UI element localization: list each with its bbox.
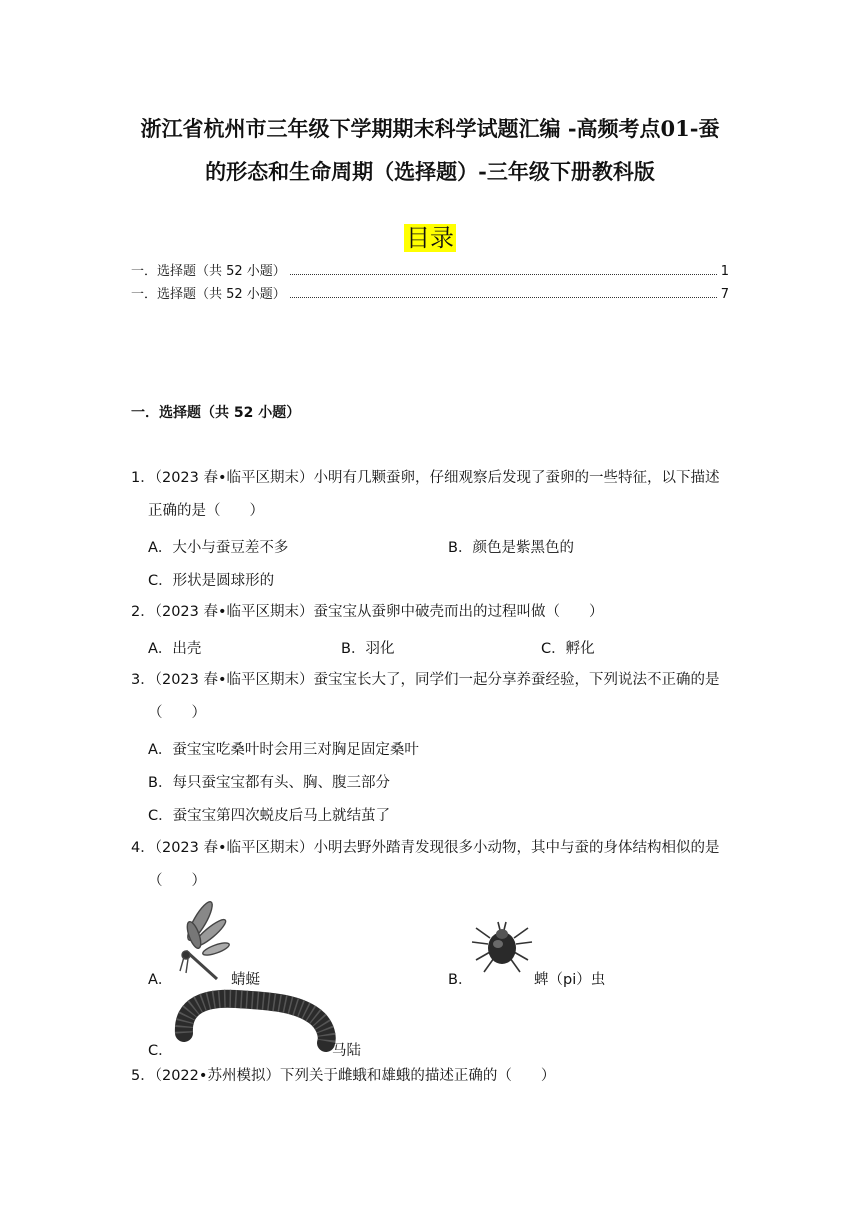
question-1: 1．（2023 春•临平区期末）小明有几颗蚕卵，仔细观察后发现了蚕卵的一些特征，以下描述 (131, 470, 720, 486)
question-4-line2: （ ） (148, 873, 206, 889)
doc-title-line1: 浙江省杭州市三年级下学期期末科学试题汇编 -高频考点01-蚕 (140, 116, 720, 141)
question-3: 3．（2023 春•临平区期末）蚕宝宝长大了，同学们一起分享养蚕经验，下列说法不正确的是 (131, 672, 720, 688)
millipede-icon (176, 985, 336, 1055)
option-2a[interactable]: A．出壳 (148, 641, 202, 657)
question-1-line2: 正确的是（ ） (148, 503, 264, 519)
question-4: 4．（2023 春•临平区期末）小明去野外踏青发现很多小动物，其中与蚕的身体结构相似的是 (131, 840, 720, 856)
question-5: 5．（2022•苏州模拟）下列关于雌蛾和雄蛾的描述正确的（ ） (131, 1068, 556, 1084)
option-3a[interactable]: A．蚕宝宝吃桑叶时会用三对胸足固定桑叶 (148, 742, 419, 758)
option-4a-letter[interactable]: A． (148, 972, 173, 988)
option-4c-letter[interactable]: C． (148, 1043, 173, 1059)
dragonfly-icon (172, 903, 232, 983)
option-4b-label: 蜱（pi）虫 (534, 972, 606, 988)
toc-entry[interactable] (131, 260, 729, 279)
option-1b[interactable]: B．颜色是紫黑色的 (448, 540, 574, 556)
option-3c[interactable]: C．蚕宝宝第四次蜕皮后马上就结茧了 (148, 808, 391, 824)
question-2: 2．（2023 春•临平区期末）蚕宝宝从蚕卵中破壳而出的过程叫做（ ） (131, 604, 604, 620)
option-1c[interactable]: C．形状是圆球形的 (148, 573, 275, 589)
toc-heading: 目录 (406, 224, 454, 252)
option-2b[interactable]: B．羽化 (341, 641, 395, 657)
option-4a-label: 蜻蜓 (231, 972, 260, 988)
option-4b-letter[interactable]: B． (448, 972, 473, 988)
doc-title-line2: 的形态和生命周期（选择题）-三年级下册教科版 (205, 159, 655, 184)
section-heading: 一．选择题（共 52 小题） (131, 405, 301, 421)
toc-entry-label: 一．选择题（共 52 小题） (131, 264, 286, 279)
toc-entry-label: 一．选择题（共 52 小题） (131, 287, 286, 302)
option-3b[interactable]: B．每只蚕宝宝都有头、胸、腹三部分 (148, 775, 390, 791)
toc-entry[interactable] (131, 283, 729, 302)
toc-leader (290, 264, 717, 275)
tick-icon (470, 920, 534, 978)
option-2c[interactable]: C．孵化 (541, 641, 595, 657)
toc-entry-page: 7 (720, 287, 729, 302)
option-4c-label: 马陆 (332, 1043, 361, 1059)
question-3-line2: （ ） (148, 705, 206, 721)
toc-leader (290, 287, 717, 298)
toc-entry-page: 1 (720, 264, 729, 279)
option-1a[interactable]: A．大小与蚕豆差不多 (148, 540, 289, 556)
